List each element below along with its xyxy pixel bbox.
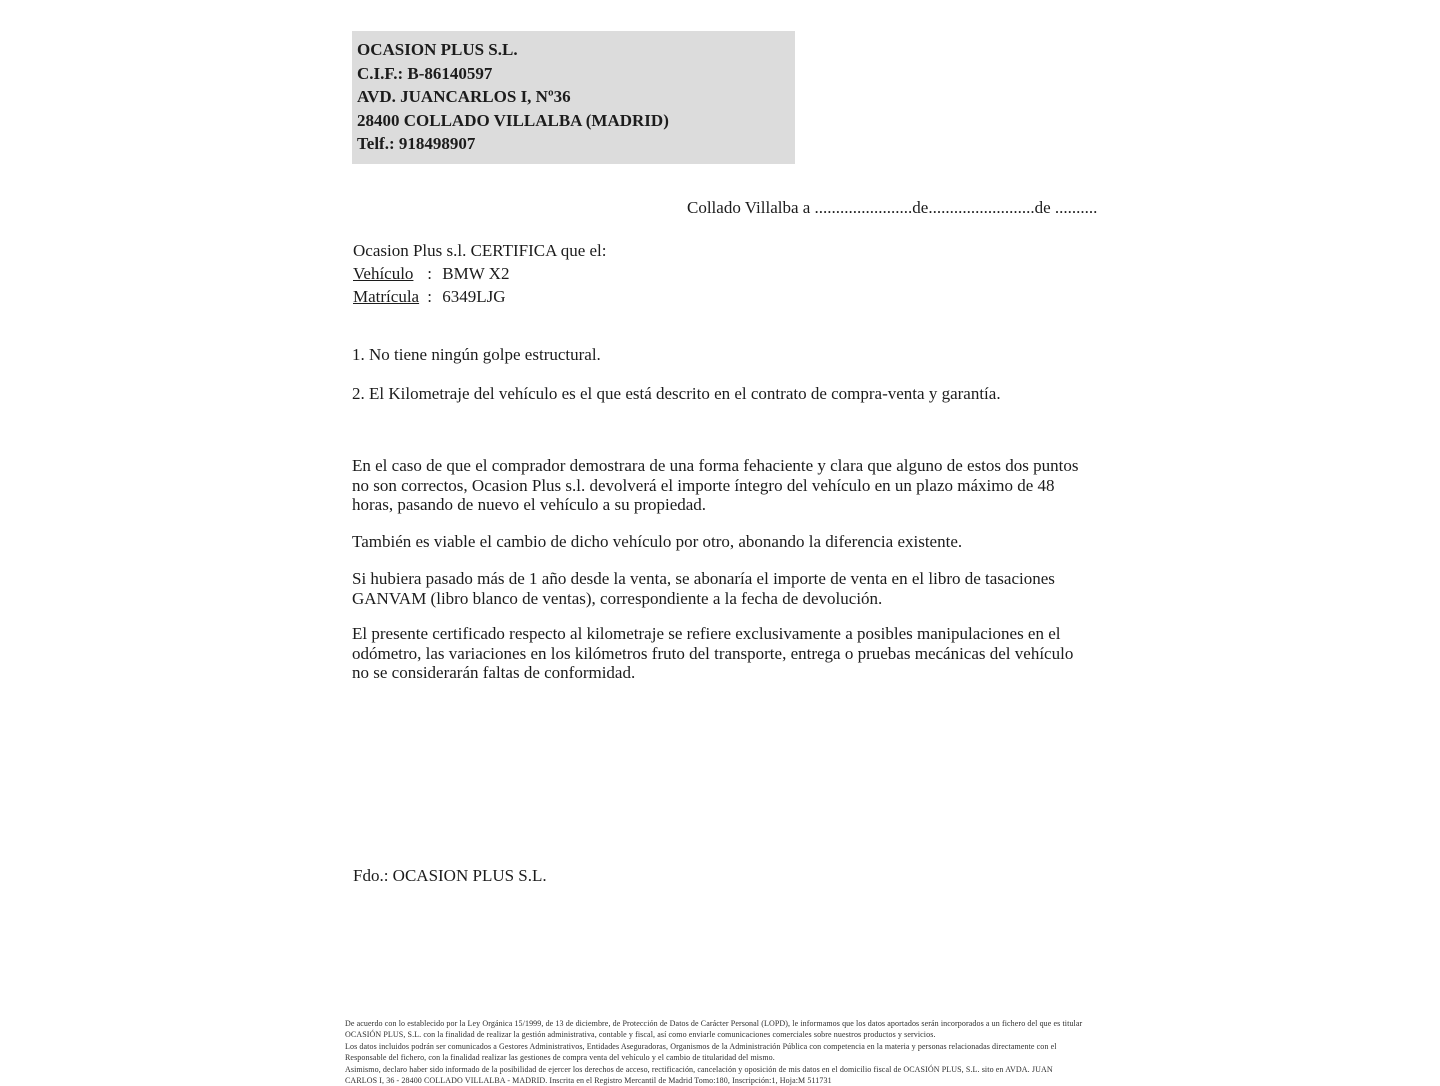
company-address: AVD. JUANCARLOS I, Nº36 — [357, 87, 571, 106]
legal-footer — [345, 1018, 1105, 1086]
plate-field — [353, 287, 506, 307]
legal-footer-line: CARLOS I, 36 - 28400 COLLADO VILLALBA - MADRID. Inscrita en el Registro Mercantil de Madrid Tomo:180, Inscripción:1, Hoja:M 511731 — [345, 1076, 832, 1086]
certification-intro: Ocasion Plus s.l. CERTIFICA que el: — [353, 241, 607, 260]
vehicle-field — [353, 264, 509, 284]
paragraph-ganvam: Si hubiera pasado más de 1 año desde la venta, se abonaría el importe de venta en el libro de tasaciones GANVAM (libro blanco de ventas), correspondiente a la fecha de devolución. — [352, 569, 1055, 608]
legal-footer-line: De acuerdo con lo establecido por la Ley Orgánica 15/1999, de 13 de diciembre, de Protección de Datos de Carácter Personal (LOPD), le informamos que los datos aportados serán incorporados a un fichero del que es titular — [345, 1019, 1083, 1028]
date-line: Collado Villalba a .......................de.........................de .......... — [687, 198, 1098, 217]
signature-line: Fdo.: OCASION PLUS S.L. — [353, 866, 547, 885]
vehicle-label: Vehículo — [353, 264, 414, 283]
company-name: OCASION PLUS S.L. — [357, 40, 518, 59]
point-1: 1. No tiene ningún golpe estructural. — [352, 345, 601, 364]
vehicle-value: BMW X2 — [442, 264, 510, 283]
paragraph-odometer: El presente certificado respecto al kilometraje se refiere exclusivamente a posibles manipulaciones en el odómetro, las variaciones en los kilómetros fruto del transporte, entrega o pruebas mecánicas del vehículo no se considerarán faltas de conformidad. — [352, 624, 1074, 683]
legal-footer-line: Responsable del fichero, con la finalidad realizar las gestiones de compra venta del vehículo y el cambio de titularidad del mismo. — [345, 1053, 775, 1063]
plate-separator: : — [427, 287, 432, 306]
company-city: 28400 COLLADO VILLALBA (MADRID) — [357, 110, 669, 130]
plate-label: Matrícula — [353, 287, 420, 306]
paragraph-exchange: También es viable el cambio de dicho vehículo por otro, abonando la diferencia existente. — [352, 532, 963, 551]
legal-footer-line: Los datos incluidos podrán ser comunicados a Gestores Administrativos, Entidades Aseguradoras, Organismos de la Administración Pública con competencia en la materia y personas relacionadas directamente con el — [345, 1041, 1057, 1051]
legal-footer-line: Asimismo, declaro haber sido informado de la posibilidad de ejercer los derechos de acceso, rectificación, cancelación y oposición de mis datos en el domicilio fiscal de OCASIÓN PLUS, S.L. sito en AVDA. JUAN — [345, 1064, 1053, 1074]
company-cif: C.I.F.: B-86140597 — [357, 63, 493, 83]
vehicle-separator: : — [427, 264, 432, 283]
point-2: 2. El Kilometraje del vehículo es el que está descrito en el contrato de compra-venta y garantía. — [352, 384, 1001, 403]
paragraph-refund: En el caso de que el comprador demostrara de una forma fehaciente y clara que alguno de estos dos puntos no son correctos, Ocasion Plus s.l. devolverá el importe íntegro del vehículo en un plazo máximo de 48 horas, pasando de nuevo el vehículo a su propiedad. — [352, 456, 1079, 515]
legal-footer-line: OCASIÓN PLUS, S.L. con la finalidad de realizar la gestión administrativa, contable y fiscal, así como enviarle comunicaciones comerciales sobre nuestros productos y servicios. — [345, 1030, 936, 1040]
company-header-box — [352, 31, 795, 164]
company-phone: Telf.: 918498907 — [357, 134, 476, 153]
plate-value: 6349LJG — [442, 287, 506, 306]
